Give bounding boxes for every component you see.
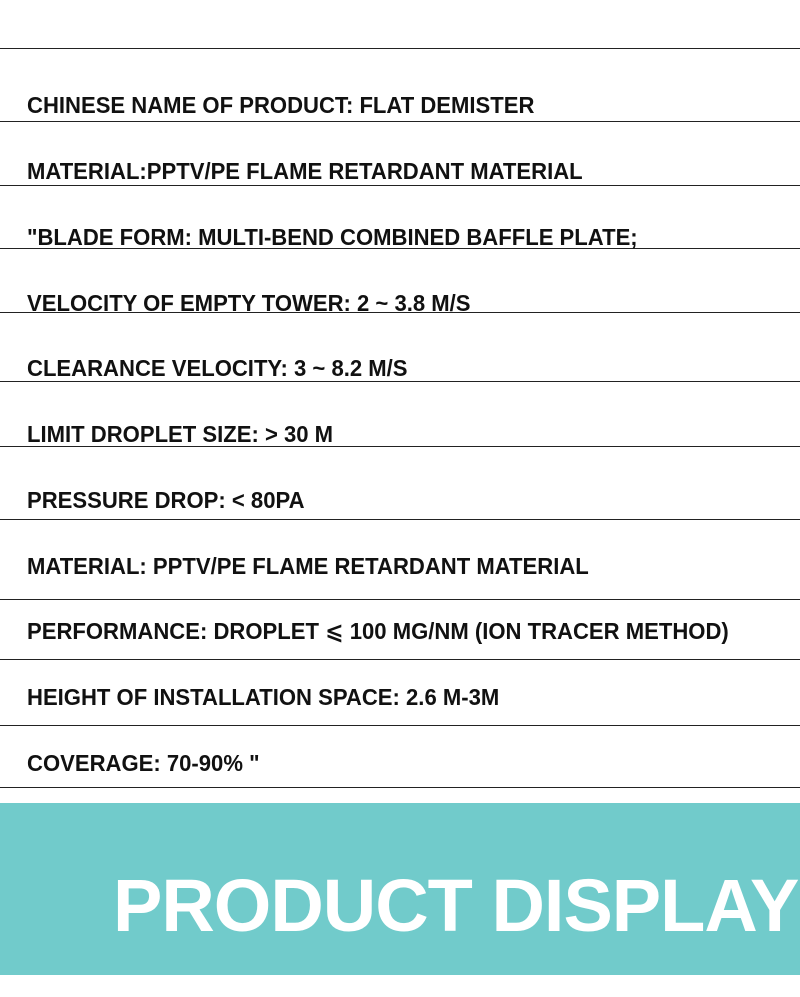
divider-line [0, 659, 800, 660]
spec-blade-form: "BLADE FORM: MULTI-BEND COMBINED BAFFLE PLATE; [27, 224, 638, 250]
product-display-title: PRODUCT DISPLAY [113, 864, 799, 947]
spec-clearance-velocity: CLEARANCE VELOCITY: 3 ~ 8.2 M/S [27, 355, 408, 381]
spec-coverage: COVERAGE: 70-90% " [27, 750, 260, 776]
spec-material-repeat: MATERIAL: PPTV/PE FLAME RETARDANT MATERIAL [27, 553, 589, 579]
divider-line [0, 725, 800, 726]
divider-line [0, 787, 800, 788]
divider-line [0, 599, 800, 600]
divider-line [0, 48, 800, 49]
spec-limit-droplet-size: LIMIT DROPLET SIZE: > 30 M [27, 421, 334, 447]
spec-empty-tower-velocity: VELOCITY OF EMPTY TOWER: 2 ~ 3.8 M/S [27, 290, 471, 316]
spec-installation-height: HEIGHT OF INSTALLATION SPACE: 2.6 M-3M [27, 684, 500, 710]
spec-chinese-name: CHINESE NAME OF PRODUCT: FLAT DEMISTER [27, 92, 535, 118]
divider-line [0, 121, 800, 122]
spec-performance: PERFORMANCE: DROPLET ⩽ 100 MG/NM (ION TRACER METHOD) [27, 618, 729, 644]
spec-material: MATERIAL:PPTV/PE FLAME RETARDANT MATERIAL [27, 158, 583, 184]
spec-pressure-drop: PRESSURE DROP: < 80PA [27, 487, 305, 513]
divider-line [0, 519, 800, 520]
